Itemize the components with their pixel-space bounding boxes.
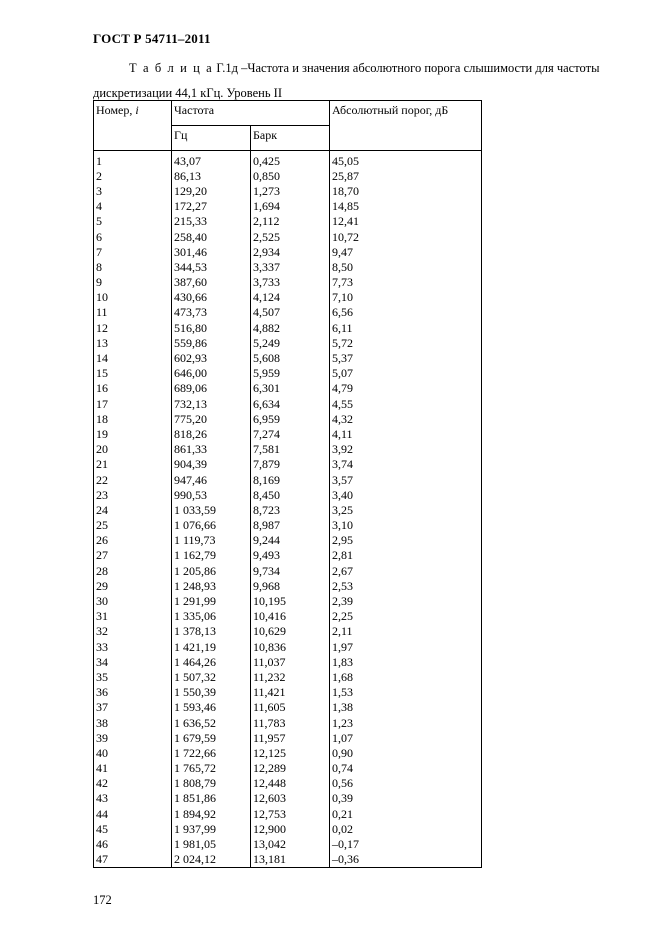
cell-number: 21 bbox=[94, 457, 172, 472]
header-frequency: Частота bbox=[172, 101, 330, 126]
cell-hz: 430,66 bbox=[172, 290, 251, 305]
table-row bbox=[94, 593, 482, 608]
cell-number: 31 bbox=[94, 609, 172, 624]
cell-hz: 904,39 bbox=[172, 457, 251, 472]
cell-bark: 9,493 bbox=[251, 548, 330, 563]
table-row bbox=[94, 563, 482, 578]
cell-threshold: 4,11 bbox=[330, 426, 482, 441]
table-row bbox=[94, 821, 482, 836]
cell-threshold: 2,67 bbox=[330, 563, 482, 578]
cell-threshold: 5,37 bbox=[330, 350, 482, 365]
cell-hz: 1 507,32 bbox=[172, 669, 251, 684]
cell-hz: 689,06 bbox=[172, 381, 251, 396]
cell-hz: 732,13 bbox=[172, 396, 251, 411]
cell-threshold: 2,95 bbox=[330, 533, 482, 548]
cell-hz: 1 808,79 bbox=[172, 776, 251, 791]
cell-bark: 12,603 bbox=[251, 791, 330, 806]
table-row bbox=[94, 533, 482, 548]
cell-threshold: 5,07 bbox=[330, 366, 482, 381]
cell-bark: 1,694 bbox=[251, 199, 330, 214]
cell-bark: 2,525 bbox=[251, 229, 330, 244]
cell-threshold: 2,81 bbox=[330, 548, 482, 563]
cell-threshold: –0,17 bbox=[330, 836, 482, 851]
cell-hz: 1 162,79 bbox=[172, 548, 251, 563]
header-hz: Гц bbox=[172, 126, 251, 151]
cell-threshold: 45,05 bbox=[330, 151, 482, 169]
cell-bark: 11,605 bbox=[251, 700, 330, 715]
cell-threshold: 4,32 bbox=[330, 411, 482, 426]
cell-threshold: 0,21 bbox=[330, 806, 482, 821]
table-row bbox=[94, 715, 482, 730]
table-row bbox=[94, 654, 482, 669]
table-row bbox=[94, 229, 482, 244]
cell-hz: 602,93 bbox=[172, 350, 251, 365]
table-row bbox=[94, 761, 482, 776]
cell-hz: 172,27 bbox=[172, 199, 251, 214]
cell-number: 47 bbox=[94, 852, 172, 868]
cell-hz: 301,46 bbox=[172, 244, 251, 259]
cell-number: 29 bbox=[94, 578, 172, 593]
cell-number: 32 bbox=[94, 624, 172, 639]
cell-number: 7 bbox=[94, 244, 172, 259]
cell-number: 11 bbox=[94, 305, 172, 320]
cell-threshold: 3,57 bbox=[330, 472, 482, 487]
cell-number: 45 bbox=[94, 821, 172, 836]
cell-hz: 387,60 bbox=[172, 275, 251, 290]
table-row bbox=[94, 411, 482, 426]
cell-number: 9 bbox=[94, 275, 172, 290]
table-row bbox=[94, 745, 482, 760]
cell-hz: 1 679,59 bbox=[172, 730, 251, 745]
caption-text: Г.1д –Частота и значения абсолютного порога слышимости для частоты дискретизации 44,1 кГц. Уровень II bbox=[93, 61, 600, 100]
cell-hz: 1 119,73 bbox=[172, 533, 251, 548]
cell-hz: 1 248,93 bbox=[172, 578, 251, 593]
table-row bbox=[94, 366, 482, 381]
cell-number: 22 bbox=[94, 472, 172, 487]
cell-number: 4 bbox=[94, 199, 172, 214]
cell-bark: 5,249 bbox=[251, 335, 330, 350]
cell-hz: 1 937,99 bbox=[172, 821, 251, 836]
table-row bbox=[94, 776, 482, 791]
cell-bark: 4,882 bbox=[251, 320, 330, 335]
cell-bark: 9,968 bbox=[251, 578, 330, 593]
cell-number: 10 bbox=[94, 290, 172, 305]
cell-threshold: 25,87 bbox=[330, 168, 482, 183]
cell-threshold: 10,72 bbox=[330, 229, 482, 244]
cell-bark: 9,734 bbox=[251, 563, 330, 578]
cell-number: 44 bbox=[94, 806, 172, 821]
table-row bbox=[94, 350, 482, 365]
cell-threshold: 4,79 bbox=[330, 381, 482, 396]
document-header: ГОСТ Р 54711–2011 bbox=[93, 31, 211, 46]
table-row bbox=[94, 259, 482, 274]
cell-bark: 11,037 bbox=[251, 654, 330, 669]
table-row bbox=[94, 396, 482, 411]
table-row bbox=[94, 609, 482, 624]
cell-threshold: 7,73 bbox=[330, 275, 482, 290]
cell-threshold: 3,74 bbox=[330, 457, 482, 472]
header-threshold: Абсолютный порог, дБ bbox=[330, 101, 482, 151]
cell-number: 23 bbox=[94, 487, 172, 502]
cell-threshold: 6,11 bbox=[330, 320, 482, 335]
cell-hz: 1 894,92 bbox=[172, 806, 251, 821]
cell-hz: 1 981,05 bbox=[172, 836, 251, 851]
table-row bbox=[94, 806, 482, 821]
cell-number: 15 bbox=[94, 366, 172, 381]
table-row bbox=[94, 305, 482, 320]
cell-bark: 8,169 bbox=[251, 472, 330, 487]
cell-bark: 9,244 bbox=[251, 533, 330, 548]
cell-bark: 10,195 bbox=[251, 593, 330, 608]
table-row bbox=[94, 791, 482, 806]
cell-hz: 516,80 bbox=[172, 320, 251, 335]
cell-bark: 10,836 bbox=[251, 639, 330, 654]
cell-number: 34 bbox=[94, 654, 172, 669]
cell-threshold: 18,70 bbox=[330, 183, 482, 198]
cell-bark: 11,421 bbox=[251, 685, 330, 700]
cell-threshold: 1,38 bbox=[330, 700, 482, 715]
cell-hz: 1 335,06 bbox=[172, 609, 251, 624]
cell-threshold: 2,53 bbox=[330, 578, 482, 593]
table-row bbox=[94, 700, 482, 715]
cell-threshold: 2,25 bbox=[330, 609, 482, 624]
table-row bbox=[94, 199, 482, 214]
cell-hz: 258,40 bbox=[172, 229, 251, 244]
cell-number: 38 bbox=[94, 715, 172, 730]
cell-hz: 43,07 bbox=[172, 151, 251, 169]
cell-bark: 0,850 bbox=[251, 168, 330, 183]
table-row bbox=[94, 426, 482, 441]
cell-bark: 1,273 bbox=[251, 183, 330, 198]
cell-hz: 1 421,19 bbox=[172, 639, 251, 654]
table-row bbox=[94, 168, 482, 183]
cell-hz: 775,20 bbox=[172, 411, 251, 426]
cell-number: 37 bbox=[94, 700, 172, 715]
cell-number: 39 bbox=[94, 730, 172, 745]
cell-bark: 8,987 bbox=[251, 518, 330, 533]
page-number: 172 bbox=[93, 893, 112, 907]
table-row bbox=[94, 381, 482, 396]
cell-threshold: 5,72 bbox=[330, 335, 482, 350]
table-caption bbox=[93, 56, 613, 106]
header-bark: Барк bbox=[251, 126, 330, 151]
cell-bark: 10,629 bbox=[251, 624, 330, 639]
cell-number: 17 bbox=[94, 396, 172, 411]
cell-threshold: 2,11 bbox=[330, 624, 482, 639]
table-row bbox=[94, 487, 482, 502]
cell-hz: 1 076,66 bbox=[172, 518, 251, 533]
cell-threshold: 2,39 bbox=[330, 593, 482, 608]
cell-bark: 8,450 bbox=[251, 487, 330, 502]
cell-number: 46 bbox=[94, 836, 172, 851]
cell-number: 36 bbox=[94, 685, 172, 700]
cell-threshold: 8,50 bbox=[330, 259, 482, 274]
cell-bark: 3,733 bbox=[251, 275, 330, 290]
cell-hz: 990,53 bbox=[172, 487, 251, 502]
cell-hz: 1 550,39 bbox=[172, 685, 251, 700]
table-row bbox=[94, 852, 482, 868]
cell-number: 12 bbox=[94, 320, 172, 335]
cell-bark: 12,289 bbox=[251, 761, 330, 776]
cell-threshold: 6,56 bbox=[330, 305, 482, 320]
cell-number: 26 bbox=[94, 533, 172, 548]
cell-bark: 7,879 bbox=[251, 457, 330, 472]
threshold-table bbox=[93, 100, 482, 868]
cell-hz: 1 636,52 bbox=[172, 715, 251, 730]
cell-bark: 4,124 bbox=[251, 290, 330, 305]
cell-bark: 12,125 bbox=[251, 745, 330, 760]
cell-bark: 13,042 bbox=[251, 836, 330, 851]
cell-bark: 2,112 bbox=[251, 214, 330, 229]
header-number: Номер, i bbox=[94, 101, 172, 151]
cell-bark: 12,900 bbox=[251, 821, 330, 836]
cell-threshold: 0,56 bbox=[330, 776, 482, 791]
caption-prefix: Т а б л и ц а bbox=[129, 61, 214, 75]
cell-number: 14 bbox=[94, 350, 172, 365]
cell-threshold: 1,97 bbox=[330, 639, 482, 654]
table-row bbox=[94, 151, 482, 169]
cell-threshold: 14,85 bbox=[330, 199, 482, 214]
cell-hz: 1 205,86 bbox=[172, 563, 251, 578]
cell-threshold: 1,23 bbox=[330, 715, 482, 730]
cell-bark: 11,957 bbox=[251, 730, 330, 745]
cell-bark: 2,934 bbox=[251, 244, 330, 259]
cell-hz: 861,33 bbox=[172, 442, 251, 457]
table-row bbox=[94, 836, 482, 851]
cell-hz: 559,86 bbox=[172, 335, 251, 350]
cell-hz: 646,00 bbox=[172, 366, 251, 381]
table-row bbox=[94, 578, 482, 593]
cell-number: 28 bbox=[94, 563, 172, 578]
cell-bark: 8,723 bbox=[251, 502, 330, 517]
cell-threshold: 4,55 bbox=[330, 396, 482, 411]
table-row bbox=[94, 214, 482, 229]
cell-number: 27 bbox=[94, 548, 172, 563]
table-row bbox=[94, 624, 482, 639]
table-row bbox=[94, 730, 482, 745]
cell-bark: 13,181 bbox=[251, 852, 330, 868]
cell-number: 19 bbox=[94, 426, 172, 441]
cell-number: 8 bbox=[94, 259, 172, 274]
table-row bbox=[94, 502, 482, 517]
cell-hz: 86,13 bbox=[172, 168, 251, 183]
table-row bbox=[94, 518, 482, 533]
cell-threshold: 0,02 bbox=[330, 821, 482, 836]
table-row bbox=[94, 244, 482, 259]
cell-bark: 10,416 bbox=[251, 609, 330, 624]
cell-number: 33 bbox=[94, 639, 172, 654]
cell-bark: 12,753 bbox=[251, 806, 330, 821]
cell-hz: 344,53 bbox=[172, 259, 251, 274]
cell-hz: 1 765,72 bbox=[172, 761, 251, 776]
cell-number: 18 bbox=[94, 411, 172, 426]
table-row bbox=[94, 685, 482, 700]
cell-number: 6 bbox=[94, 229, 172, 244]
cell-bark: 0,425 bbox=[251, 151, 330, 169]
cell-number: 41 bbox=[94, 761, 172, 776]
table-row bbox=[94, 442, 482, 457]
cell-threshold: –0,36 bbox=[330, 852, 482, 868]
cell-hz: 1 378,13 bbox=[172, 624, 251, 639]
cell-bark: 11,232 bbox=[251, 669, 330, 684]
cell-number: 40 bbox=[94, 745, 172, 760]
cell-threshold: 7,10 bbox=[330, 290, 482, 305]
cell-bark: 6,634 bbox=[251, 396, 330, 411]
cell-threshold: 12,41 bbox=[330, 214, 482, 229]
cell-threshold: 3,10 bbox=[330, 518, 482, 533]
cell-bark: 6,959 bbox=[251, 411, 330, 426]
cell-hz: 473,73 bbox=[172, 305, 251, 320]
cell-threshold: 9,47 bbox=[330, 244, 482, 259]
cell-number: 20 bbox=[94, 442, 172, 457]
table-row bbox=[94, 275, 482, 290]
table-body bbox=[94, 151, 482, 868]
cell-number: 42 bbox=[94, 776, 172, 791]
table-row bbox=[94, 183, 482, 198]
cell-number: 2 bbox=[94, 168, 172, 183]
cell-number: 5 bbox=[94, 214, 172, 229]
cell-bark: 5,608 bbox=[251, 350, 330, 365]
cell-hz: 1 851,86 bbox=[172, 791, 251, 806]
cell-hz: 215,33 bbox=[172, 214, 251, 229]
cell-threshold: 1,68 bbox=[330, 669, 482, 684]
cell-threshold: 0,90 bbox=[330, 745, 482, 760]
cell-hz: 818,26 bbox=[172, 426, 251, 441]
cell-bark: 6,301 bbox=[251, 381, 330, 396]
cell-threshold: 3,25 bbox=[330, 502, 482, 517]
cell-number: 30 bbox=[94, 593, 172, 608]
cell-number: 43 bbox=[94, 791, 172, 806]
cell-bark: 5,959 bbox=[251, 366, 330, 381]
cell-number: 25 bbox=[94, 518, 172, 533]
cell-threshold: 0,74 bbox=[330, 761, 482, 776]
table-row bbox=[94, 472, 482, 487]
cell-number: 1 bbox=[94, 151, 172, 169]
cell-hz: 1 593,46 bbox=[172, 700, 251, 715]
cell-number: 16 bbox=[94, 381, 172, 396]
cell-hz: 129,20 bbox=[172, 183, 251, 198]
cell-number: 3 bbox=[94, 183, 172, 198]
cell-hz: 947,46 bbox=[172, 472, 251, 487]
table-row bbox=[94, 669, 482, 684]
cell-bark: 11,783 bbox=[251, 715, 330, 730]
cell-threshold: 1,53 bbox=[330, 685, 482, 700]
cell-threshold: 3,40 bbox=[330, 487, 482, 502]
cell-hz: 1 033,59 bbox=[172, 502, 251, 517]
cell-bark: 7,581 bbox=[251, 442, 330, 457]
table-row bbox=[94, 548, 482, 563]
cell-threshold: 1,07 bbox=[330, 730, 482, 745]
cell-number: 35 bbox=[94, 669, 172, 684]
cell-bark: 7,274 bbox=[251, 426, 330, 441]
cell-bark: 4,507 bbox=[251, 305, 330, 320]
cell-hz: 1 722,66 bbox=[172, 745, 251, 760]
cell-bark: 3,337 bbox=[251, 259, 330, 274]
cell-hz: 1 291,99 bbox=[172, 593, 251, 608]
cell-hz: 2 024,12 bbox=[172, 852, 251, 868]
cell-hz: 1 464,26 bbox=[172, 654, 251, 669]
cell-bark: 12,448 bbox=[251, 776, 330, 791]
cell-number: 13 bbox=[94, 335, 172, 350]
table-row bbox=[94, 320, 482, 335]
table-row bbox=[94, 335, 482, 350]
cell-threshold: 1,83 bbox=[330, 654, 482, 669]
cell-threshold: 3,92 bbox=[330, 442, 482, 457]
cell-threshold: 0,39 bbox=[330, 791, 482, 806]
table-row bbox=[94, 457, 482, 472]
table-row bbox=[94, 290, 482, 305]
cell-number: 24 bbox=[94, 502, 172, 517]
table-row bbox=[94, 639, 482, 654]
